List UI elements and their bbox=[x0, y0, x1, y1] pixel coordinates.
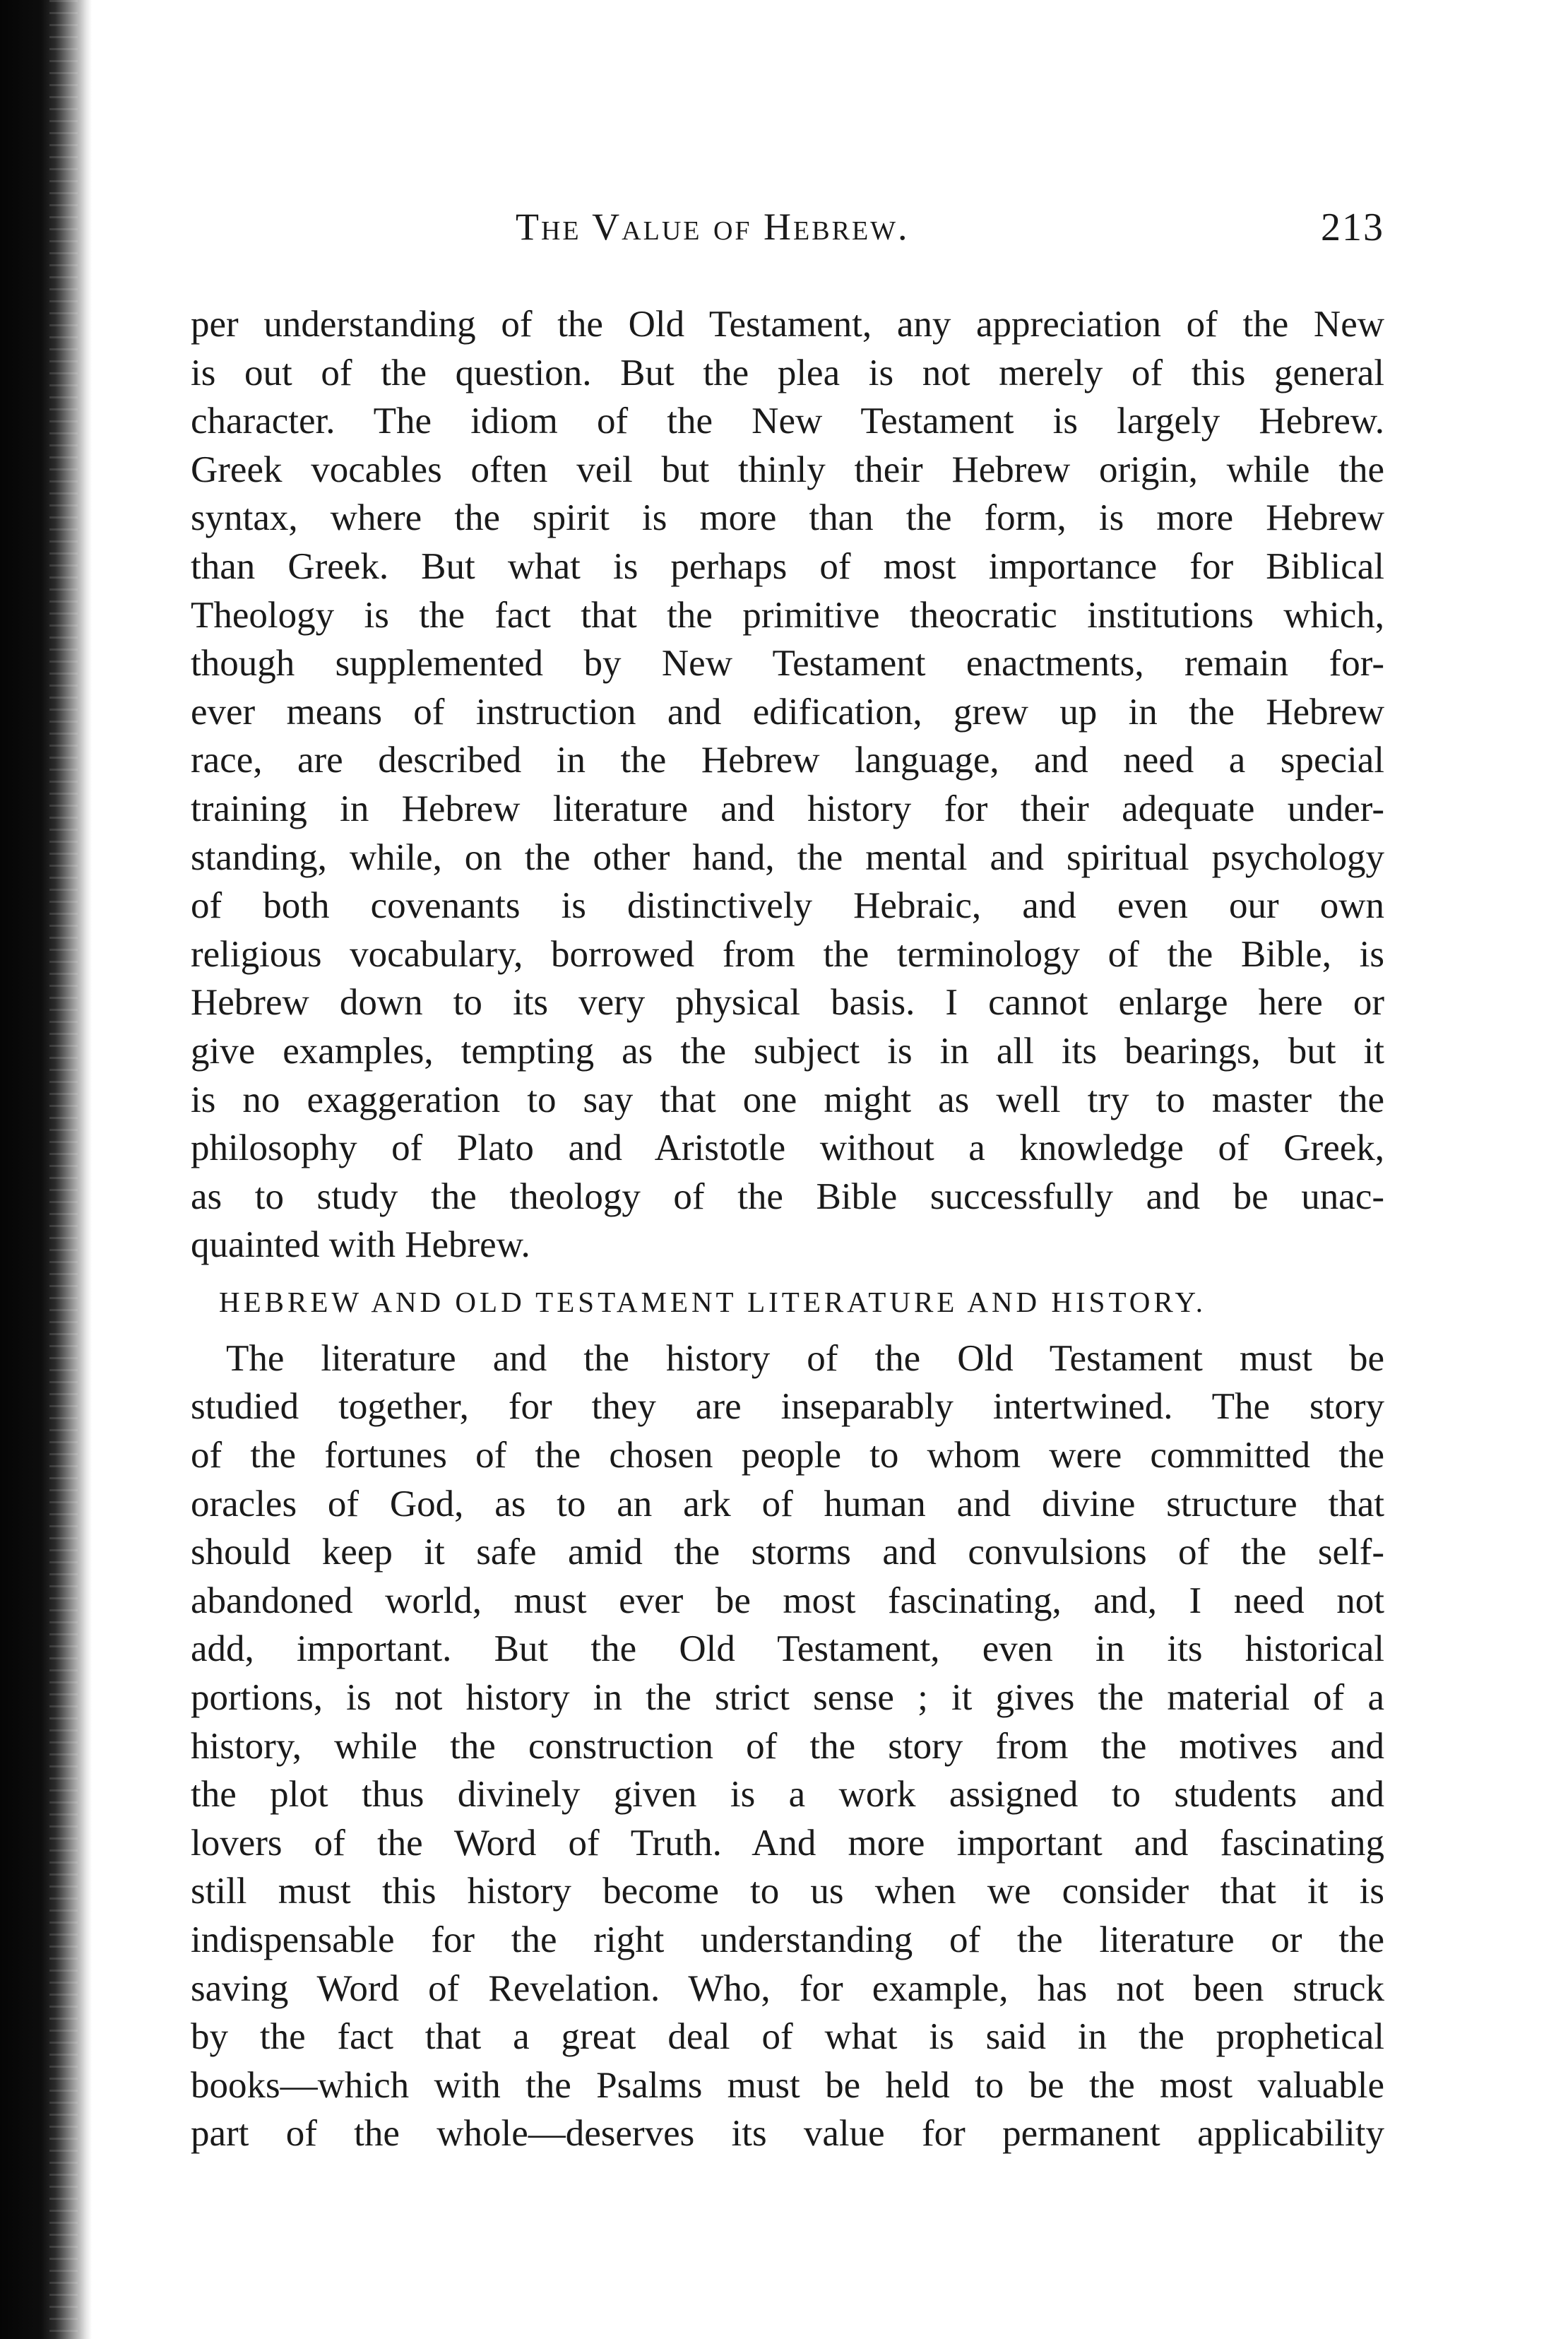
text-line: the plot thus divinely given is a work assigned to students and bbox=[191, 1774, 1384, 1816]
text-line: quainted with Hebrew. bbox=[191, 1224, 530, 1266]
text-line: as to study the theology of the Bible successfully and be unac- bbox=[191, 1176, 1384, 1217]
text-line: Greek vocables often veil but thinly their Hebrew origin, while the bbox=[191, 449, 1384, 490]
text-line: religious vocabulary, borrowed from the terminology of the Bible, is bbox=[191, 933, 1384, 975]
text-line: should keep it safe amid the storms and convulsions of the self- bbox=[191, 1532, 1384, 1573]
text-line: of the fortunes of the chosen people to whom were committed the bbox=[191, 1435, 1384, 1476]
text-line: indispensable for the right understanding of the literature or the bbox=[191, 1919, 1384, 1960]
text-line: portions, is not history in the strict sense ; it gives the material of a bbox=[191, 1677, 1384, 1719]
text-line: lovers of the Word of Truth. And more important and fascinating bbox=[191, 1822, 1384, 1864]
text-line: abandoned world, must ever be most fascinating, and, I need not bbox=[191, 1580, 1384, 1621]
text-line: add, important. But the Old Testament, even in its historical bbox=[191, 1628, 1384, 1670]
text-line: studied together, for they are inseparably intertwined. The story bbox=[191, 1386, 1384, 1428]
text-line: part of the whole—deserves its value for permanent applicability bbox=[191, 2113, 1384, 2155]
section-heading: HEBREW AND OLD TESTAMENT LITERATURE AND HISTORY. bbox=[219, 1285, 1207, 1318]
text-line: standing, while, on the other hand, the mental and spiritual psychology bbox=[191, 836, 1384, 878]
text-line: than Greek. But what is perhaps of most importance for Biblical bbox=[191, 545, 1384, 587]
paragraph-1 bbox=[191, 300, 1384, 1269]
text-line: oracles of God, as to an ark of human and divine structure that bbox=[191, 1483, 1384, 1524]
text-line: saving Word of Revelation. Who, for example, has not been struck bbox=[191, 1967, 1384, 2009]
text-line: is no exaggeration to say that one might as well try to master the bbox=[191, 1079, 1384, 1120]
running-title: The Value of Hebrew. bbox=[516, 206, 910, 248]
text-line: per understanding of the Old Testament, any appreciation of the New bbox=[191, 304, 1384, 345]
text-line: syntax, where the spirit is more than the form, is more Hebrew bbox=[191, 497, 1384, 539]
book-binding-edge bbox=[0, 0, 92, 2339]
text-line: ever means of instruction and edification, grew up in the Hebrew bbox=[191, 691, 1384, 733]
text-line: history, while the construction of the story from the motives and bbox=[191, 1725, 1384, 1767]
text-line: books—which with the Psalms must be held to be the most valuable bbox=[191, 2064, 1384, 2106]
text-line: is out of the question. But the plea is not merely of this general bbox=[191, 352, 1384, 393]
text-line: The literature and the history of the Old Testament must be bbox=[226, 1337, 1384, 1379]
text-line: training in Hebrew literature and history for their adequate under- bbox=[191, 788, 1384, 829]
text-line: race, are described in the Hebrew language, and need a special bbox=[191, 740, 1384, 781]
text-line: by the fact that a great deal of what is said in the prophetical bbox=[191, 2016, 1384, 2058]
paragraph-2 bbox=[191, 1334, 1384, 2158]
text-line: give examples, tempting as the subject is in all its bearings, but it bbox=[191, 1030, 1384, 1072]
page-number: 213 bbox=[1321, 206, 1384, 249]
page-body bbox=[191, 300, 1384, 2158]
text-line: though supplemented by New Testament enactments, remain for- bbox=[191, 643, 1384, 685]
text-line: Theology is the fact that the primitive theocratic institutions which, bbox=[191, 594, 1384, 636]
text-line: still must this history become to us when we consider that it is bbox=[191, 1871, 1384, 1912]
text-line: of both covenants is distinctively Hebraic, and even our own bbox=[191, 885, 1384, 927]
running-head bbox=[191, 205, 1384, 261]
text-line: Hebrew down to its very physical basis. I cannot enlarge here or bbox=[191, 982, 1384, 1024]
text-line: philosophy of Plato and Aristotle without a knowledge of Greek, bbox=[191, 1127, 1384, 1169]
text-line: character. The idiom of the New Testament is largely Hebrew. bbox=[191, 401, 1384, 442]
